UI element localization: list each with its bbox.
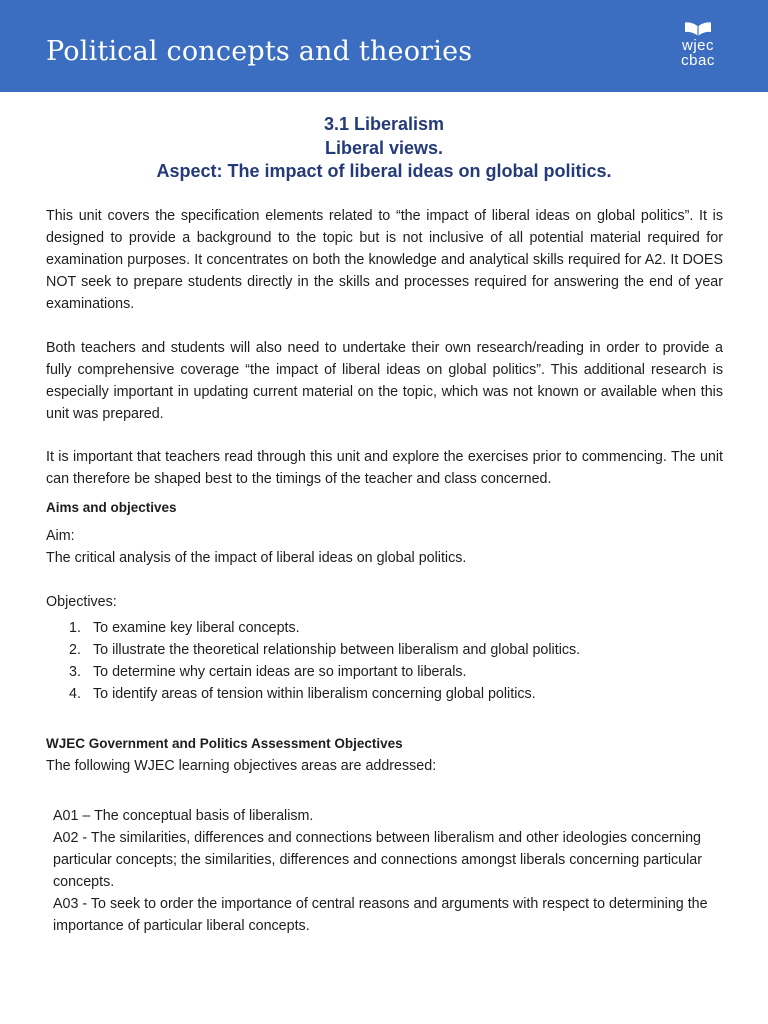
logo-wordmark-wjec: wjec [681, 37, 714, 54]
teacher-note-paragraph: It is important that teachers read through this unit and explore the exercises prior to commencing. The unit can therefore be shaped best to the timings of the teacher and class concerned. [46, 449, 723, 487]
list-number: 2. [69, 642, 81, 658]
header-banner [0, 0, 768, 92]
aspect-heading: Aspect: The impact of liberal ideas on global politics. [156, 161, 612, 181]
list-text: To identify areas of tension within liberalism concerning global politics. [93, 686, 536, 702]
unit-subtitle: Liberal views. [324, 137, 444, 158]
assessment-objective-a01: A01 – The conceptual basis of liberalism. [53, 808, 314, 824]
list-text: To examine key liberal concepts. [93, 620, 300, 636]
wjec-logo [672, 20, 724, 74]
unit-heading: 3.1 Liberalism [323, 114, 445, 134]
objectives-label: Objectives: [46, 594, 117, 610]
intro-paragraph: This unit covers the specification elements related to “the impact of liberal ideas on global politics”. It is designed to provide a background to the topic but is not inclusive of all potential material required for examination purposes. It concentrates on both the knowledge and analytical skills required for A2. It DOES NOT seek to prepare students directly in the skills and processes required for answering the end of year examinations. [46, 208, 723, 312]
list-text: To illustrate the theoretical relationship between liberalism and global politics. [93, 642, 581, 658]
aim-label: Aim: [46, 528, 75, 544]
assessment-intro: The following WJEC learning objectives areas are addressed: [46, 758, 437, 774]
open-book-icon [683, 20, 713, 38]
logo-wordmark-cbac: cbac [681, 52, 715, 69]
page-title: Political concepts and theories [46, 36, 473, 67]
aim-text: The critical analysis of the impact of liberal ideas on global politics. [46, 550, 467, 566]
list-text: To determine why certain ideas are so important to liberals. [93, 664, 467, 680]
research-paragraph: Both teachers and students will also need to undertake their own research/reading in order to provide a fully comprehensive coverage “the impact of liberal ideas on global politics”. This additional research is especially important in updating current material on the topic, which was not known or available when this unit was prepared. [46, 340, 723, 422]
assessment-heading: WJEC Government and Politics Assessment Objectives [46, 736, 403, 751]
aims-heading: Aims and objectives [46, 500, 177, 515]
assessment-objective-a02: A02 - The similarities, differences and connections between liberalism and other ideologies concerning particular concepts; the similarities, differences and connections amongst liberals concerning particular concepts. [53, 830, 702, 890]
list-number: 4. [69, 686, 81, 702]
assessment-objective-a03: A03 - To seek to order the importance of central reasons and arguments with respect to determining the importance of particular liberal concepts. [53, 896, 708, 934]
list-number: 3. [69, 664, 81, 680]
list-number: 1. [69, 620, 81, 636]
